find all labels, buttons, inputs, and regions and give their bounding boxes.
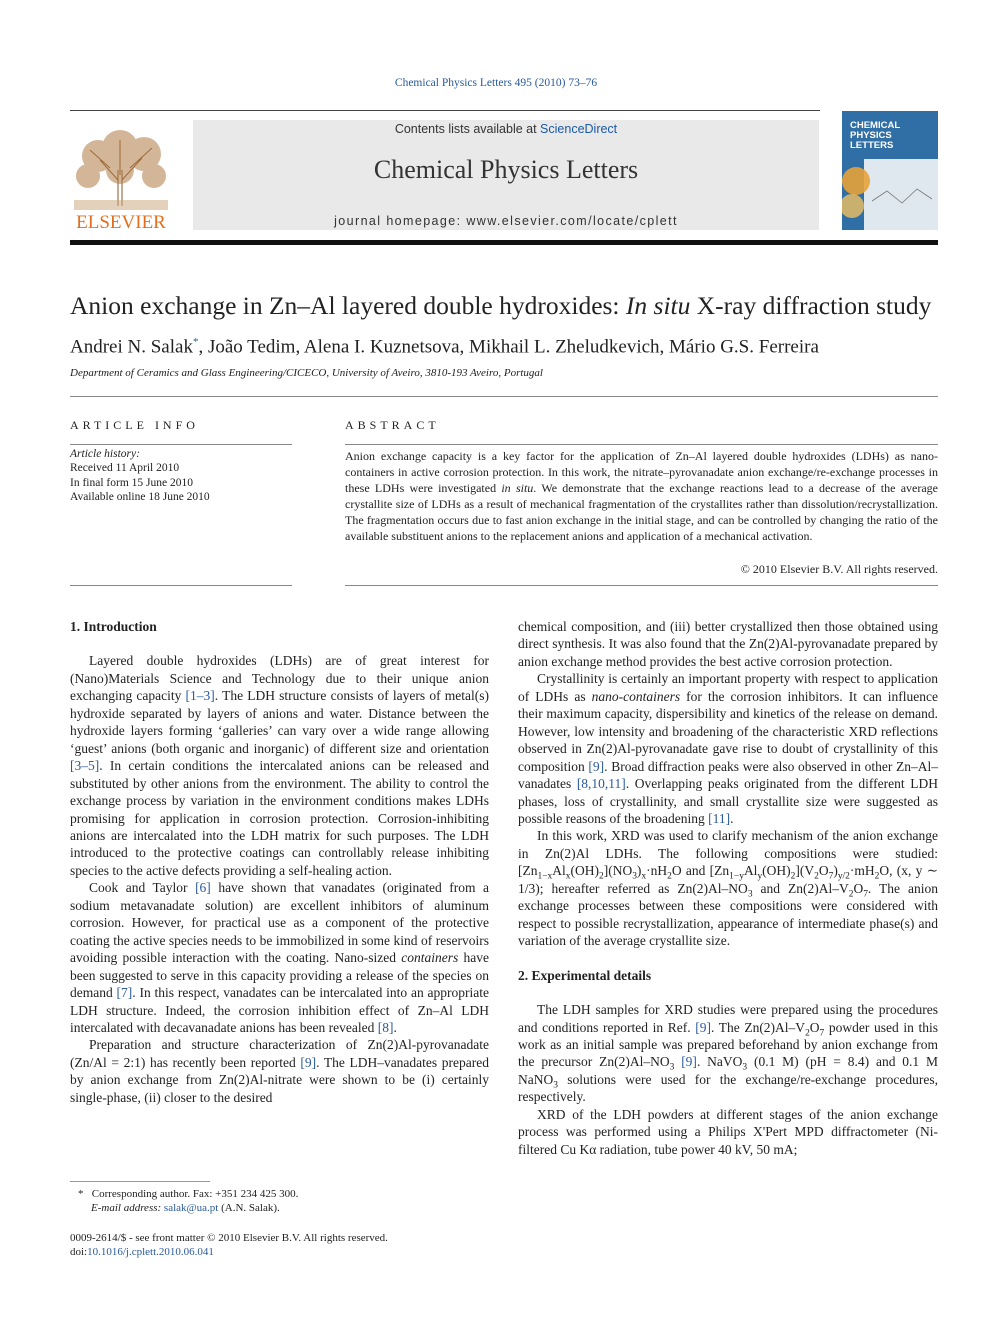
section-heading: 1. Introduction bbox=[70, 619, 157, 634]
title-text: Anion exchange in Zn–Al layered double hydroxides: bbox=[70, 291, 626, 320]
corresponding-author-note: Corresponding author. Fax: +351 234 425 300. bbox=[91, 1188, 299, 1200]
article-title bbox=[70, 291, 938, 321]
title-text: X-ray diffraction study bbox=[690, 291, 932, 320]
journal-cover[interactable] bbox=[842, 111, 938, 230]
divider bbox=[345, 585, 938, 586]
header-thick-rule bbox=[70, 240, 938, 245]
reference-link[interactable]: [8,10,11] bbox=[576, 776, 626, 792]
elsevier-logo[interactable] bbox=[70, 120, 172, 232]
title-italic: In situ bbox=[625, 291, 691, 320]
footnote-mark: * bbox=[78, 1188, 84, 1200]
journal-homepage[interactable]: journal homepage: www.elsevier.com/locate/cplett bbox=[334, 214, 678, 228]
abstract-heading: ABSTRACT bbox=[345, 418, 440, 432]
email-label: E-mail address: bbox=[91, 1202, 164, 1214]
history-label: Article history: bbox=[70, 448, 140, 460]
reference-link[interactable]: [11] bbox=[708, 810, 731, 826]
doi-label: doi: bbox=[70, 1246, 88, 1258]
reference-link[interactable]: [7] bbox=[116, 985, 133, 1001]
header-divider bbox=[70, 110, 820, 111]
paragraph: Layered double hydroxides (LDHs) are of great interest for (Nano)Materials Science and Technology due to their unique anion exchanging capacity [1–3]. The LDH structure consists of layers of metal(s) hydroxide separated by layers of anions and water. Distance between the hydroxide layers forming ‘galleries’ can vary over a wide range allowing ‘guest’ anions (both organic and inorganic) of different size and orientation [3–5]. In certain conditions the intercalated anions can be released and substituted by other anions from the environment. The ability to control the exchange process by variation in the environment conditions makes LDHs promising for application in corrosion protection. Corrosion-inhibiting anions are intercalated into the LDH matrix for such purposes. The LDH introduced to the protective coatings can controllably release inhibiting species to the active defects providing a self-healing action. bbox=[70, 653, 489, 878]
divider bbox=[70, 396, 938, 397]
abstract-part: Anion exchange capacity is a key factor for the application of Zn–Al layered double hydroxides (LDHs) as nano-containers in active corrosion protection. In this work, the nitrate–pyrovanadate anion exchange/re-exchange processes in these LDHs were investigated bbox=[345, 449, 938, 495]
reference-link[interactable]: [6] bbox=[195, 880, 211, 896]
footnote-divider bbox=[70, 1181, 210, 1182]
reference-link[interactable]: [9] bbox=[681, 1054, 697, 1070]
paragraph: In this work, XRD was used to clarify mechanism of the anion exchange in Zn(2)Al LDHs. The following compositions were studied: $[Zn_{1-x}Al_x(OH)_2](NO_3)_x\cdot nH_2O$ and $[Zn_{1-y}Al_y(OH)_2](V_2O_7)_{y/2}\cdot mH_2O$, (x, y ∼ 1/3); hereafter referred as $Zn(2)Al-NO_3$ and $Zn(2)Al-V_2O_7$. The anion exchange processes between these compositions were considered with respect to possible recrystallization, appearance of intermediate phase(s) and variation of the average crystallite size. bbox=[518, 828, 939, 949]
history-item: Received 11 April 2010 bbox=[70, 462, 180, 475]
paragraph: Preparation and structure characterization of Zn(2)Al-pyrovanadate (Zn/Al = 2:1) has recently been reported [9]. The LDH–vanadates prepared by anion exchange from Zn(2)Al-nitrate were shown to be (i) certainly single-phase, (ii) closer to the desired bbox=[70, 1037, 489, 1105]
elsevier-tree-icon bbox=[70, 120, 172, 232]
cover-title-line: PHYSICS bbox=[850, 130, 892, 141]
doi-link[interactable]: 10.1016/j.cplett.2010.06.041 bbox=[87, 1246, 214, 1258]
sciencedirect-link[interactable]: ScienceDirect bbox=[540, 122, 618, 136]
abstract-italic: in situ bbox=[501, 481, 534, 495]
cover-title-line: CHEMICAL bbox=[850, 120, 901, 131]
reference-link[interactable]: [9] bbox=[695, 1019, 711, 1035]
reference-link[interactable]: [8] bbox=[377, 1019, 394, 1035]
footnote-block bbox=[70, 1187, 490, 1215]
corresponding-author-mark[interactable]: * bbox=[192, 336, 199, 348]
reference-link[interactable]: [1–3] bbox=[185, 688, 215, 704]
divider bbox=[70, 444, 292, 445]
divider bbox=[345, 444, 938, 445]
section-heading: 2. Experimental details bbox=[518, 967, 652, 983]
abstract-part: . We demonstrate that the exchange reactions lead to a decrease of the average crystallite size of LDHs as a result of mechanical fragmentation of the crystallites rather than dissolution/recrystallization. The fragmentation occurs due to fast anion exchange in the initial stage, and can be controlled by changing the ratio of the available substituent anions to the replacement anions and application of a mechanical activation. bbox=[345, 481, 938, 543]
contents-line bbox=[193, 122, 819, 136]
journal-citation[interactable]: Chemical Physics Letters 495 (2010) 73–76 bbox=[394, 77, 598, 89]
cover-art-icon bbox=[842, 111, 938, 230]
paragraph: chemical composition, and (iii) better crystallized then those obtained using direct synthesis. It was also found that the Zn(2)Al-pyrovanadate prepared by anion exchange method provides the best active corrosion protection. bbox=[518, 619, 938, 669]
paragraph: Crystallinity is certainly an important property with respect to application of LDHs as nano-containers for the corrosion inhibitors. It can influence their maximum capacity, dispersibility and kinetics of the release on demand. However, low intensity and broadening of the characteristic XRD reflections observed in Zn(2)Al-pyrovanadate gave rise to doubt of crystallinity of this composition [9]. Broad diffraction peaks were also observed in other Zn–Al–vanadates [8,10,11]. Overlapping peaks originated from the different LDH phases, loss of crystallinity, and small crystallite size were suggested as possible reasons of the broadening [11]. bbox=[518, 671, 938, 826]
cover-title-line: LETTERS bbox=[850, 140, 894, 151]
issn-block bbox=[70, 1231, 490, 1259]
divider bbox=[70, 585, 292, 586]
abstract-text bbox=[345, 448, 938, 544]
reference-link[interactable]: [9] bbox=[588, 758, 605, 774]
author-name: Andrei N. Salak bbox=[70, 336, 193, 358]
reference-link[interactable]: [9] bbox=[300, 1054, 317, 1070]
history-item: In final form 15 June 2010 bbox=[70, 476, 193, 489]
journal-name: Chemical Physics Letters bbox=[373, 155, 639, 184]
article-history bbox=[70, 447, 210, 504]
paragraph: XRD of the LDH powders at different stages of the anion exchange process was performed using a Philips X'Pert MPD diffractometer (Ni-filtered Cu Kα radiation, tube power 40 kV, 50 mA; bbox=[518, 1106, 938, 1157]
article-info-heading: ARTICLE INFO bbox=[70, 418, 199, 432]
left-column bbox=[70, 618, 489, 1106]
author-list bbox=[70, 336, 938, 358]
author-names: , João Tedim, Alena I. Kuznetsova, Mikhail L. Zheludkevich, Mário G.S. Ferreira bbox=[198, 336, 819, 358]
email-link[interactable]: salak@ua.pt bbox=[163, 1202, 219, 1214]
email-owner: (A.N. Salak). bbox=[218, 1202, 280, 1214]
abstract-copyright: © 2010 Elsevier B.V. All rights reserved. bbox=[740, 562, 938, 576]
reference-link[interactable]: [3–5] bbox=[70, 758, 100, 774]
contents-prefix: Contents lists available at bbox=[394, 122, 541, 136]
right-column bbox=[518, 618, 938, 1158]
publisher-name: ELSEVIER bbox=[76, 212, 166, 232]
issn-line: 0009-2614/$ - see front matter © 2010 Elsevier B.V. All rights reserved. bbox=[70, 1232, 388, 1244]
history-item: Available online 18 June 2010 bbox=[70, 490, 210, 503]
affiliation: Department of Ceramics and Glass Engineering/CICECO, University of Aveiro, 3810-193 Aveiro, Portugal bbox=[70, 367, 543, 379]
paragraph: Cook and Taylor [6] have shown that vanadates (originated from a sodium metavanadate solution) are excellent inhibitors of aluminum corrosion. However, for practical use as a component of the protective coating the active species needs to be immobilized in some kind of reservoirs avoiding possible interaction with the coating. Nano-sized containers have been suggested to serve in this capacity providing a release of the species on demand [7]. In this respect, vanadates can be intercalated into an appropriate LDH structure. Indeed, the corrosion inhibition effect of Zn–Al LDH intercalated with decavanadate anions has been revealed [8]. bbox=[70, 880, 489, 1035]
paragraph: The LDH samples for XRD studies were prepared using the procedures and conditions reported in Ref. [9]. The $Zn(2)Al-V_2O_7$ powder used in this work as an initial sample was prepared beforehand by anion exchange from the precursor $Zn(2)Al-NO_3$ [9]. NaVO$_3$ (0.1 M) (pH = 8.4) and 0.1 M NaNO$_3$ solutions were used for the exchange/re-exchange procedures, respectively. bbox=[518, 1002, 938, 1105]
